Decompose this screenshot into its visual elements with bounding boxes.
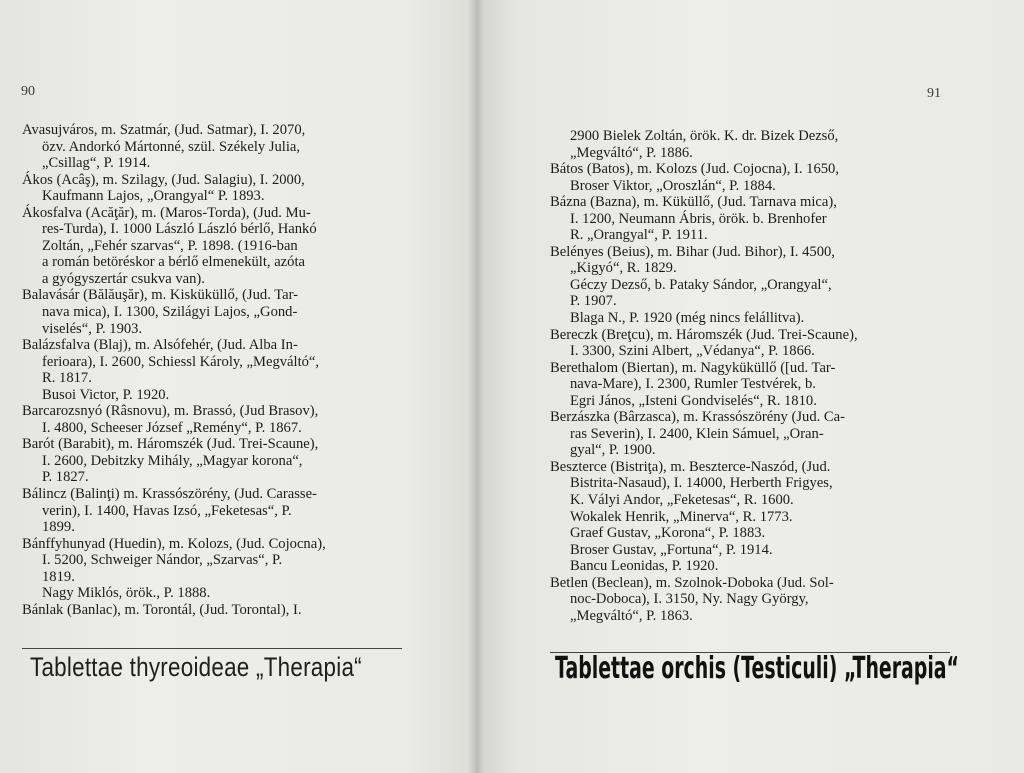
entry-line: Berethalom (Biertan), m. Nagyküküllő ([ud. Tar- [550, 359, 836, 376]
entry-line: K. Vályi Andor, „Feketesas“, R. 1600. [570, 492, 794, 509]
entry-line: R. 1817. [42, 370, 92, 387]
entry-line: Wokalek Henrik, „Minerva“, R. 1773. [570, 508, 793, 525]
right-page-number: 91 [927, 86, 941, 101]
entry-line: Balavásár (Bălăuşăr), m. Kisküküllő, (Jud. Tar- [22, 287, 299, 304]
entry-line: I. 3300, Szini Albert, „Védanya“, P. 1866. [570, 343, 815, 360]
entry-line: a gyógyszertár csukva van). [42, 270, 205, 287]
entry-line: Egri János, „Isteni Gondviselés“, R. 1810. [570, 392, 817, 409]
entry-line: ras Severin), I. 2400, Klein Sámuel, „Oran- [570, 425, 824, 442]
right-advertisement: Tablettae orchis (Testiculi) „Therapia“ [555, 651, 959, 686]
entry-line: Busoi Victor, P. 1920. [42, 386, 170, 403]
entry-line: ferioara), I. 2600, Schiessl Károly, „Megváltó“, [42, 353, 320, 370]
entry-line: viselés“, P. 1903. [42, 320, 143, 337]
entry-line: Bánlak (Banlac), m. Torontál, (Jud. Torontal), I. [22, 601, 302, 618]
entry-line: P. 1907. [570, 293, 617, 310]
entry-line: „Megváltó“, P. 1863. [570, 607, 693, 624]
entry-line: „Csillag“, P. 1914. [42, 155, 151, 172]
book-gutter [468, 0, 484, 773]
entry-line: I. 4800, Scheeser József „Remény“, P. 1867. [42, 419, 302, 436]
entry-line: Ákosfalva (Acăţăr), m. (Maros-Torda), (Jud. Mu- [22, 204, 311, 221]
entry-line: I. 1200, Neumann Ábris, örök. b. Brenhofer [570, 210, 827, 227]
entry-line: gyal“, P. 1900. [570, 442, 656, 459]
left-page-number: 90 [21, 84, 35, 99]
entry-line: 1899. [42, 519, 75, 536]
entry-line: Barcarozsnyó (Râsnovu), m. Brassó, (Jud Brasov), [22, 403, 319, 420]
entry-line: P. 1827. [42, 469, 89, 486]
entry-line: verin), I. 1400, Havas Izsó, „Feketesas“, P. [42, 502, 292, 519]
entry-line: noc-Doboca), I. 3150, Ny. Nagy György, [570, 591, 809, 608]
entry-line: 1819. [42, 568, 75, 585]
left-advertisement: Tablettae thyreoideae „Therapia“ [30, 652, 362, 682]
entry-line: „Megváltó“, P. 1886. [570, 144, 693, 161]
entry-line: Blaga N., P. 1920 (még nincs felállitva). [570, 310, 805, 327]
entry-line: Kaufmann Lajos, „Orangyal“ P. 1893. [42, 188, 265, 205]
entry-line: Bistrita-Nasaud), I. 14000, Herberth Frigyes, [570, 475, 833, 492]
entry-line: a román betöréskor a bérlő elmenekült, azóta [42, 254, 305, 271]
entry-line: nava-Mare), I. 2300, Rumler Testvérek, b. [570, 376, 816, 393]
entry-line: Broser Viktor, „Oroszlán“, P. 1884. [570, 177, 776, 194]
left-advertisement-rule [22, 648, 402, 649]
entry-line: „Kigyó“, R. 1829. [570, 260, 677, 277]
left-page-entries [22, 122, 412, 618]
entry-line: Betlen (Beclean), m. Szolnok-Doboka (Jud. Sol- [550, 574, 834, 591]
entry-line: Avasujváros, m. Szatmár, (Jud. Satmar), I. 2070, [22, 122, 306, 138]
entry-line: Beszterce (Bistriţa), m. Beszterce-Naszód, (Jud. [550, 458, 831, 475]
entry-line: Graef Gustav, „Korona“, P. 1883. [570, 525, 766, 542]
entry-line: I. 5200, Schweiger Nándor, „Szarvas“, P. [42, 552, 283, 569]
entry-line: Belényes (Beius), m. Bihar (Jud. Bihor), I. 4500, [550, 243, 835, 260]
entry-line: Géczy Dezső, b. Pataky Sándor, „Orangyal“, [570, 276, 832, 293]
entry-line: 2900 Bielek Zoltán, örök. K. dr. Bizek Dezső, [570, 128, 839, 144]
entry-line: Bánffyhunyad (Huedin), m. Kolozs, (Jud. Cojocna), [22, 535, 326, 552]
entry-line: özv. Andorkó Mártonné, szül. Székely Julia, [42, 138, 301, 155]
entry-line: Bátos (Batos), m. Kolozs (Jud. Cojocna), I. 1650, [550, 161, 840, 178]
entry-line: Broser Gustav, „Fortuna“, P. 1914. [570, 541, 773, 558]
entry-line: nava mica), I. 1300, Szilágyi Lajos, „Gond- [42, 304, 298, 321]
entry-line: Balázsfalva (Blaj), m. Alsófehér, (Jud. Alba In- [22, 337, 298, 354]
entry-line: Nagy Miklós, örök., P. 1888. [42, 585, 211, 602]
entry-line: Berzászka (Bârzasca), m. Krassószörény (Jud. Ca- [550, 409, 845, 426]
entry-line: Bázna (Bazna), m. Küküllő, (Jud. Tarnava mica), [550, 194, 837, 211]
entry-line: Bancu Leonidas, P. 1920. [570, 558, 719, 575]
entry-line: Ákos (Acâş), m. Szilagy, (Jud. Salagiu), I. 2000, [22, 171, 305, 188]
entry-line: res-Turda), I. 1000 László László bérlő, Hankó [42, 221, 317, 238]
entry-line: I. 2600, Debitzky Mihály, „Magyar korona“, [42, 452, 303, 469]
entry-line: R. „Orangyal“, P. 1911. [570, 227, 708, 244]
entry-line: Zoltán, „Fehér szarvas“, P. 1898. (1916-ban [42, 237, 298, 254]
entry-line: Barót (Barabit), m. Háromszék (Jud. Trei-Scaune), [22, 436, 319, 453]
right-page-entries [550, 128, 958, 624]
entry-line: Bálincz (Balinţi) m. Krassószörény, (Jud. Carasse- [22, 486, 317, 503]
entry-line: Bereczk (Breţcu), m. Háromszék (Jud. Trei-Scaune), [550, 326, 858, 343]
